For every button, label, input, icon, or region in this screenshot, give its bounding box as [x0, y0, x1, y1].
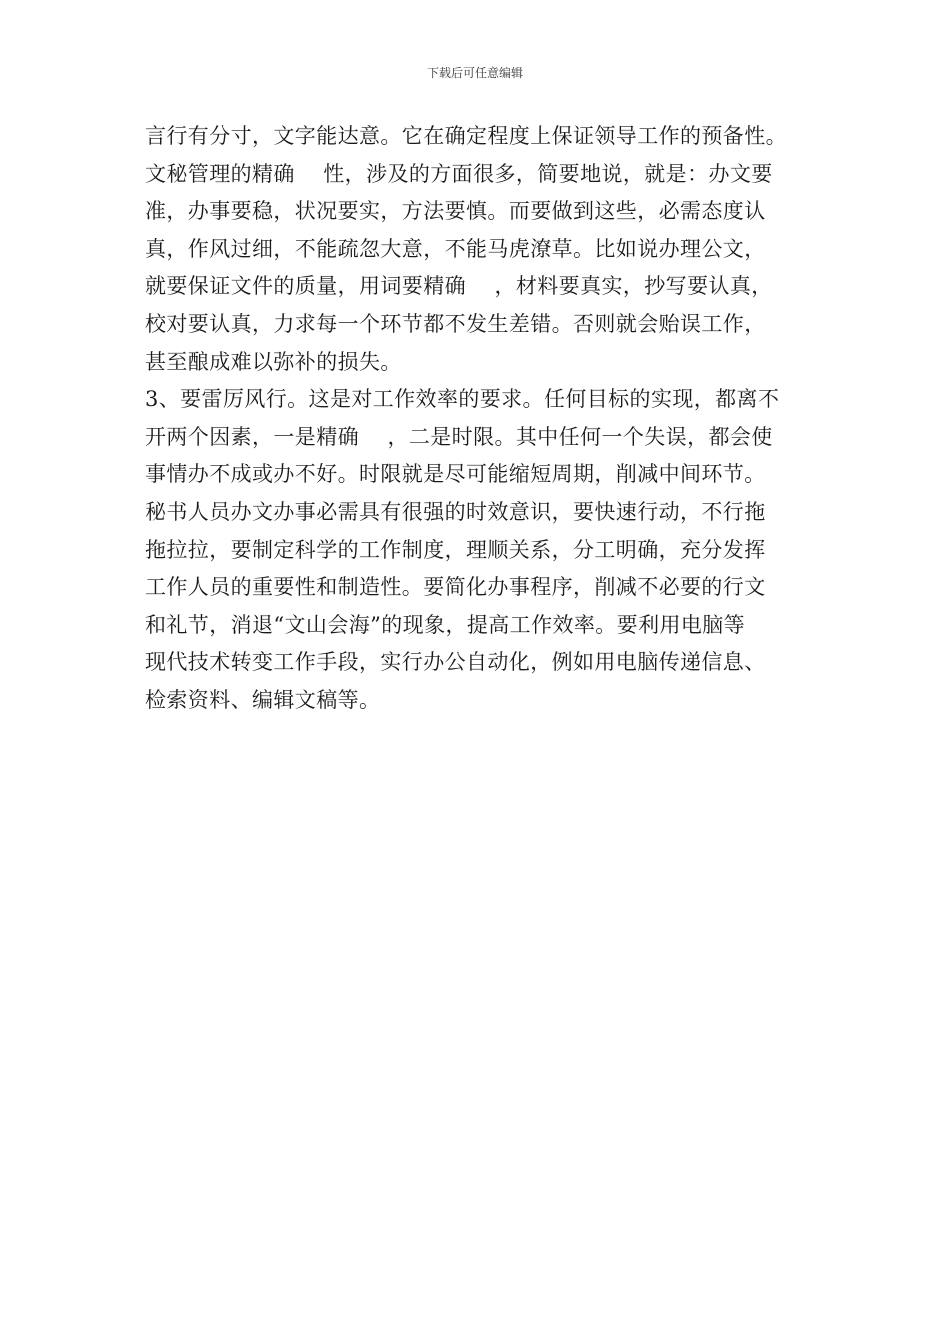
text-line: 真，作风过细，不能疏忽大意，不能马虎潦草。比如说办理公文， — [145, 236, 766, 261]
text-line: 3、要雷厉风行。这是对工作效率的要求。任何目标的实现，都离不 — [145, 387, 780, 412]
text-line: 文秘管理的精确 性，涉及的方面很多，简要地说，就是：办文要 — [145, 161, 773, 186]
text-line: 拖拉拉，要制定科学的工作制度，理顺关系，分工明确，充分发挥 — [145, 537, 766, 562]
page-header: 下载后可任意编辑 — [426, 66, 523, 80]
text-line: 和礼节，消退“文山会海”的现象，提高工作效率。要利用电脑等 — [145, 612, 746, 637]
text-line: 现代技术转变工作手段，实行办公自动化，例如用电脑传递信息、 — [145, 650, 766, 675]
text-line: 检索资料、编辑文稿等。 — [145, 687, 381, 712]
text-line: 工作人员的重要性和制造性。要简化办事程序，削减不必要的行文 — [145, 575, 766, 600]
body-text — [145, 118, 825, 720]
text-line: 准，办事要稳，状况要实，方法要慎。而要做到这些，必需态度认 — [145, 199, 766, 224]
text-line: 甚至酿成难以弥补的损失。 — [145, 349, 402, 374]
text-line: 秘书人员办文办事必需具有很强的时效意识，要快速行动，不行拖 — [145, 499, 766, 524]
text-line: 言行有分寸，文字能达意。它在确定程度上保证领导工作的预备性。 — [145, 124, 787, 148]
text-line: 校对要认真，力求每一个环节都不发生差错。否则就会贻误工作， — [145, 311, 766, 336]
text-line: 事情办不成或办不好。时限就是尽可能缩短周期，削减中间环节。 — [145, 462, 766, 487]
text-line: 开两个因素，一是精确 ，二是时限。其中任何一个失误，都会使 — [145, 424, 773, 449]
text-line: 就要保证文件的质量，用词要精确 ，材料要真实，抄写要认真， — [145, 274, 773, 299]
